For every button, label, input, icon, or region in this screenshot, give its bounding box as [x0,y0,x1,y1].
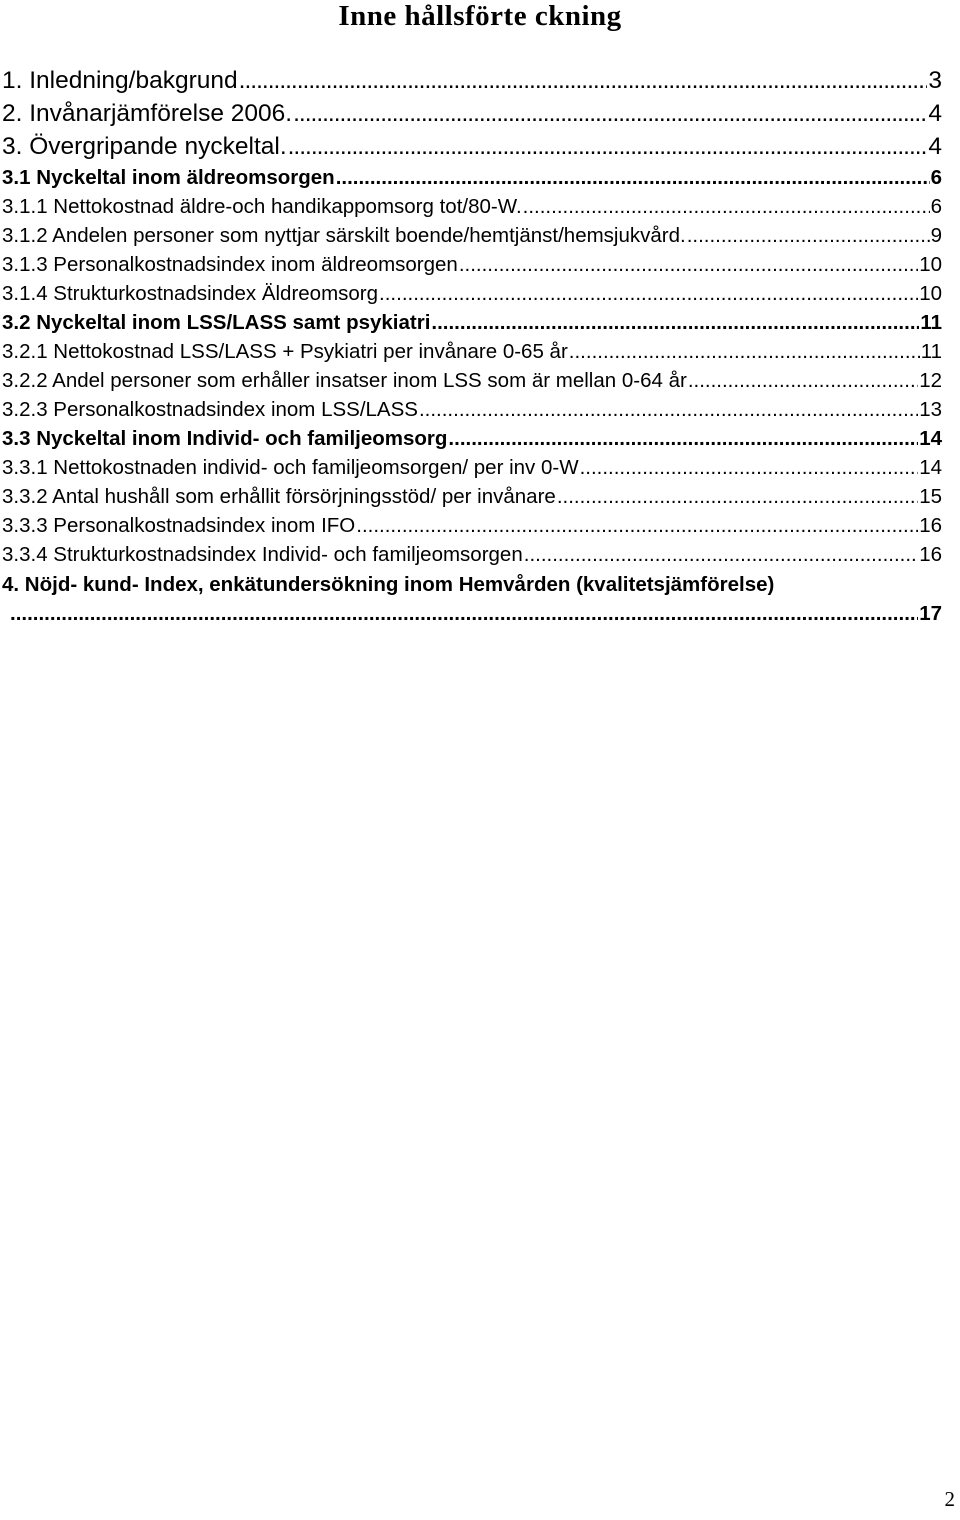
toc-leader-dots [448,424,918,453]
toc-entry-3-1[interactable] [2,163,942,192]
toc-leader-dots [419,395,918,424]
toc-entry-page: 10 [919,282,942,305]
toc-entry-label: 3.3 Nyckeltal inom Individ- och familjeomsorg [2,427,448,450]
toc-leader-dots [336,163,930,192]
toc-entry-page: 16 [919,543,942,566]
toc-leader-dots [239,64,928,97]
toc-entry-page: 3 [928,67,942,94]
toc-entry-3-3-4[interactable] [2,540,942,569]
toc-entry-4[interactable] [2,569,942,600]
toc-entry-label: 3.2.2 Andel personer som erhåller insatser inom LSS som är mellan 0-64 år [2,369,687,392]
toc-entry-label: 3.1 Nyckeltal inom äldreomsorgen [2,166,335,189]
toc-entry-label: 3. Övergripande nyckeltal. [2,133,287,160]
toc-entry-3-1-1[interactable] [2,192,942,221]
toc-leader-dots [379,279,918,308]
toc-entry-page: 4 [928,100,942,127]
toc-entry-label: 3.3.3 Personalkostnadsindex inom IFO [2,514,356,537]
toc-entry-label: 4. Nöjd- kund- Index, enkätundersökning inom Hemvården (kvalitetsjämförelse) [2,573,775,596]
toc-entry-3-1-4[interactable] [2,279,942,308]
toc-entry-label: 3.1.1 Nettokostnad äldre-och handikappomsorg tot/80-W. [2,195,522,218]
toc-entry-page: 15 [919,485,942,508]
toc-entry-3-3-1[interactable] [2,453,942,482]
toc-leader-dots [524,540,918,569]
toc-leader-dots [10,600,918,627]
toc-entry-page: 11 [920,311,942,334]
toc-entry-label: 3.1.2 Andelen personer som nyttjar särskilt boende/hemtjänst/hemsjukvård. [2,224,686,247]
toc-entry-3-1-3[interactable] [2,250,942,279]
toc-leader-dots [557,482,918,511]
table-of-contents [2,64,942,627]
toc-entry-page: 14 [919,456,942,479]
toc-entry-3-3-3[interactable] [2,511,942,540]
toc-leader-dots [687,221,930,250]
toc-entry-2[interactable] [2,97,942,130]
toc-entry-3-1-2[interactable] [2,221,942,250]
toc-entry-page: 12 [919,369,942,392]
toc-entry-3-3-2[interactable] [2,482,942,511]
toc-entry-1[interactable] [2,64,942,97]
toc-entry-page: 6 [930,166,942,189]
toc-entry-3-2-2[interactable] [2,366,942,395]
toc-entry-3-2-1[interactable] [2,337,942,366]
toc-entry-label: 1. Inledning/bakgrund [2,67,238,94]
toc-leader-dots [459,250,918,279]
toc-leader-dots [431,308,919,337]
toc-entry-page: 17 [919,602,942,625]
toc-entry-label: 3.1.3 Personalkostnadsindex inom äldreomsorgen [2,253,458,276]
toc-entry-page: 14 [919,427,942,450]
toc-entry-4-continuation[interactable] [2,600,942,627]
toc-leader-dots [356,511,918,540]
toc-leader-dots [580,453,919,482]
toc-entry-3-3[interactable] [2,424,942,453]
toc-entry-page: 4 [928,133,942,160]
toc-entry-label: 2. Invånarjämförelse 2006. [2,100,293,127]
toc-entry-label: 3.2.1 Nettokostnad LSS/LASS + Psykiatri per invånare 0-65 år [2,340,568,363]
toc-leader-dots [688,366,918,395]
toc-entry-page: 9 [930,224,942,247]
toc-entry-3-2-3[interactable] [2,395,942,424]
toc-entry-label: 3.2 Nyckeltal inom LSS/LASS samt psykiatri [2,311,431,334]
toc-entry-label: 3.2.3 Personalkostnadsindex inom LSS/LASS [2,398,418,421]
toc-entry-label: 3.3.4 Strukturkostnadsindex Individ- och familjeomsorgen [2,543,523,566]
toc-leader-dots [523,192,930,221]
toc-leader-dots [288,130,928,163]
toc-leader-dots [293,97,927,130]
toc-entry-page: 11 [920,340,942,363]
toc-entry-label: 3.3.2 Antal hushåll som erhållit försörjningsstöd/ per invånare [2,485,556,508]
toc-entry-page: 16 [919,514,942,537]
page-number: 2 [944,1487,955,1511]
toc-title: Inne hållsförte ckning [338,0,622,32]
toc-entry-page: 6 [930,195,942,218]
toc-entry-3[interactable] [2,130,942,163]
toc-entry-label: 3.1.4 Strukturkostnadsindex Äldreomsorg [2,282,379,305]
toc-entry-page: 10 [919,253,942,276]
toc-entry-label: 3.3.1 Nettokostnaden individ- och familjeomsorgen/ per inv 0-W [2,456,579,479]
toc-entry-3-2[interactable] [2,308,942,337]
toc-entry-page: 13 [919,398,942,421]
toc-leader-dots [569,337,920,366]
